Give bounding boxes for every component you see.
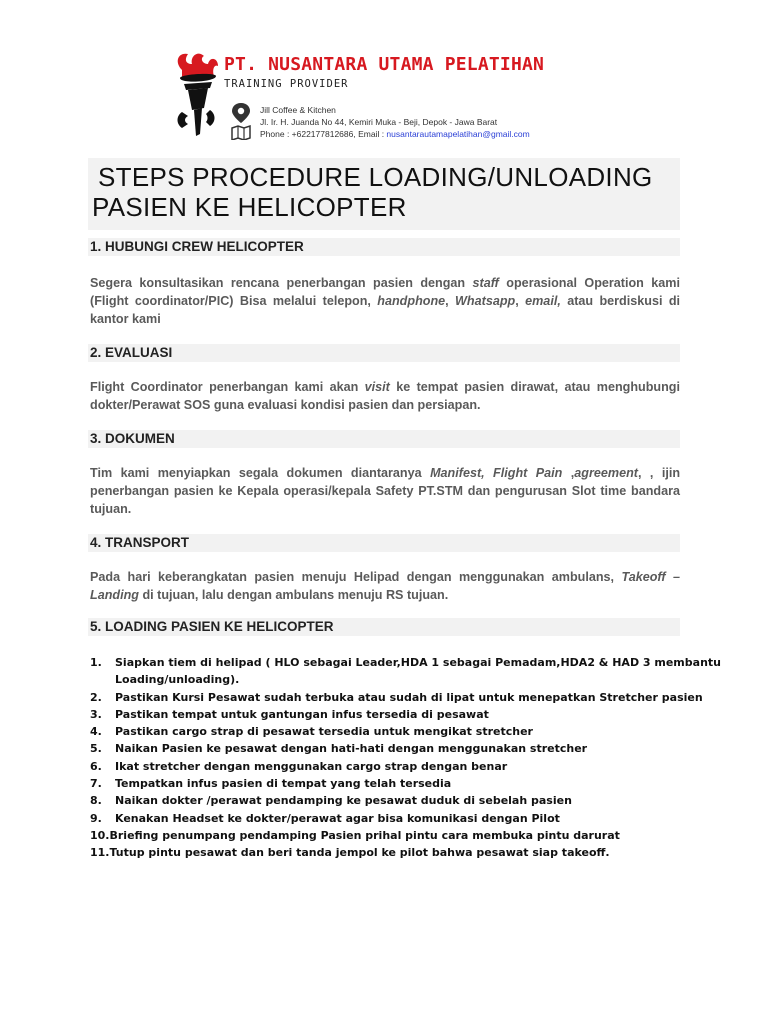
list-item xyxy=(90,706,690,723)
list-item xyxy=(90,827,690,844)
section-paragraph-evaluasi xyxy=(90,378,680,414)
loading-steps-list xyxy=(90,654,721,862)
section-paragraph-hubungi-crew xyxy=(90,274,680,328)
text-run: ke tempat pasien dirawat, atau menghubungi dokter/Perawat SOS guna evaluasi kondisi pasien dan persiapan. xyxy=(90,380,680,412)
text-run: Pada hari keberangkatan pasien menuju Helipad dengan menggunakan ambulans, xyxy=(90,570,622,584)
step-text: Kenakan Headset ke dokter/perawat agar bisa komunikasi dengan Pilot xyxy=(115,811,560,825)
list-item xyxy=(90,844,690,861)
text-run-italic: Whatsapp xyxy=(455,294,516,308)
list-item xyxy=(90,758,690,775)
list-item xyxy=(90,689,703,706)
text-run-italic: staff xyxy=(472,276,499,290)
torch-logo-icon xyxy=(170,50,222,138)
step-number: 8. xyxy=(90,794,102,808)
text-run: atau berdiskusi di kantor kami xyxy=(90,294,681,326)
email-link[interactable]: nusantarautamapelatihan@gmail.com xyxy=(386,129,530,139)
step-number: 10. xyxy=(90,828,110,842)
section-paragraph-dokumen xyxy=(90,464,680,518)
text-run: Tim kami menyiapkan segala dokumen diantaranya xyxy=(90,466,431,480)
step-text: Tempatkan infus pasien di tempat yang telah tersedia xyxy=(115,777,452,791)
text-run: operasional Operation kami (Flight coordinator/PIC) Bisa melalui telepon, xyxy=(90,276,680,308)
letterhead xyxy=(166,46,606,146)
section-heading-evaluasi: 2. EVALUASI xyxy=(88,344,680,362)
section-heading-dokumen: 3. DOKUMEN xyxy=(88,430,680,448)
page-title xyxy=(92,162,682,222)
step-text: Tutup pintu pesawat dan beri tanda jempol ke pilot bahwa pesawat siap takeoff. xyxy=(109,846,610,860)
step-text: Siapkan tiem di helipad ( HLO sebagai Leader,HDA 1 sebagai Pemadam,HDA2 & HAD 3 membantu xyxy=(115,656,721,669)
text-run-italic: visit xyxy=(364,380,390,394)
step-text: Naikan Pasien ke pesawat dengan hati-hati dengan menggunakan stretcher xyxy=(115,742,588,756)
step-number: 11. xyxy=(90,846,110,860)
location-and-map-icon xyxy=(230,102,252,140)
section-heading-loading-pasien: 5. LOADING PASIEN KE HELICOPTER xyxy=(88,618,680,636)
section-heading-hubungi-crew: 1. HUBUNGI CREW HELICOPTER xyxy=(88,238,680,256)
title-line-2: PASIEN KE HELICOPTER xyxy=(92,192,407,222)
text-run-italic: handphone xyxy=(377,294,446,308)
text-run: , xyxy=(515,294,526,308)
company-tagline: TRAINING PROVIDER xyxy=(224,78,349,90)
address-line-1: Jill Coffee & Kitchen xyxy=(260,105,336,115)
phone-label: Phone : +622177812686, Email : xyxy=(260,129,387,139)
text-run-italic: email, xyxy=(525,294,561,308)
step-text: Briefing penumpang pendamping Pasien prihal pintu cara membuka pintu darurat xyxy=(109,828,620,842)
text-run: , xyxy=(445,294,456,308)
contact-info xyxy=(260,104,530,140)
list-item xyxy=(90,775,690,792)
list-item xyxy=(90,671,690,688)
text-run-italic: Takeoff – Landing xyxy=(90,570,680,602)
section-heading-transport: 4. TRANSPORT xyxy=(88,534,680,552)
list-item xyxy=(90,810,690,827)
phone-email-line xyxy=(260,128,530,140)
step-number: 1. xyxy=(90,656,102,669)
text-run: di tujuan, lalu dengan ambulans menuju RS tujuan. xyxy=(138,588,449,602)
step-text: Pastikan cargo strap di pesawat tersedia untuk mengikat stretcher xyxy=(115,725,533,739)
list-item xyxy=(90,792,690,809)
text-run: Segera konsultasikan rencana penerbangan pasien dengan xyxy=(90,276,473,290)
step-number: 9. xyxy=(90,811,102,825)
address-line-2: Jl. Ir. H. Juanda No 44, Kemiri Muka - Beji, Depok - Jawa Barat xyxy=(260,117,498,127)
step-number: 7. xyxy=(90,777,102,791)
list-item xyxy=(90,654,721,671)
text-run: , xyxy=(562,466,575,480)
title-line-1: STEPS PROCEDURE LOADING/UNLOADING xyxy=(98,162,653,192)
step-number: 2. xyxy=(90,690,102,704)
step-number: 6. xyxy=(90,759,102,773)
text-run-italic: Manifest, Flight Pain xyxy=(430,466,563,480)
step-number: 5. xyxy=(90,742,102,756)
text-run: Flight Coordinator penerbangan kami akan xyxy=(90,380,365,394)
step-number: 4. xyxy=(90,725,102,739)
step-number: 3. xyxy=(90,707,102,721)
step-text: Ikat stretcher dengan menggunakan cargo strap dengan benar xyxy=(115,759,508,773)
list-item xyxy=(90,740,690,757)
text-run-italic: agreement xyxy=(574,466,638,480)
step-text: Pastikan Kursi Pesawat sudah terbuka atau sudah di lipat untuk menepatkan Stretcher pasien xyxy=(115,690,703,704)
step-text: Pastikan tempat untuk gantungan infus tersedia di pesawat xyxy=(115,707,489,721)
company-name: PT. NUSANTARA UTAMA PELATIHAN xyxy=(224,54,545,75)
section-paragraph-transport xyxy=(90,568,680,604)
text-run: , , ijin penerbangan pasien ke Kepala operasi/kepala Safety PT.STM dan pengurusan Slot time bandara tujuan. xyxy=(90,466,681,516)
list-item xyxy=(90,723,690,740)
step-text: Loading/unloading). xyxy=(115,673,240,687)
step-text: Naikan dokter /perawat pendamping ke pesawat duduk di sebelah pasien xyxy=(115,794,572,808)
